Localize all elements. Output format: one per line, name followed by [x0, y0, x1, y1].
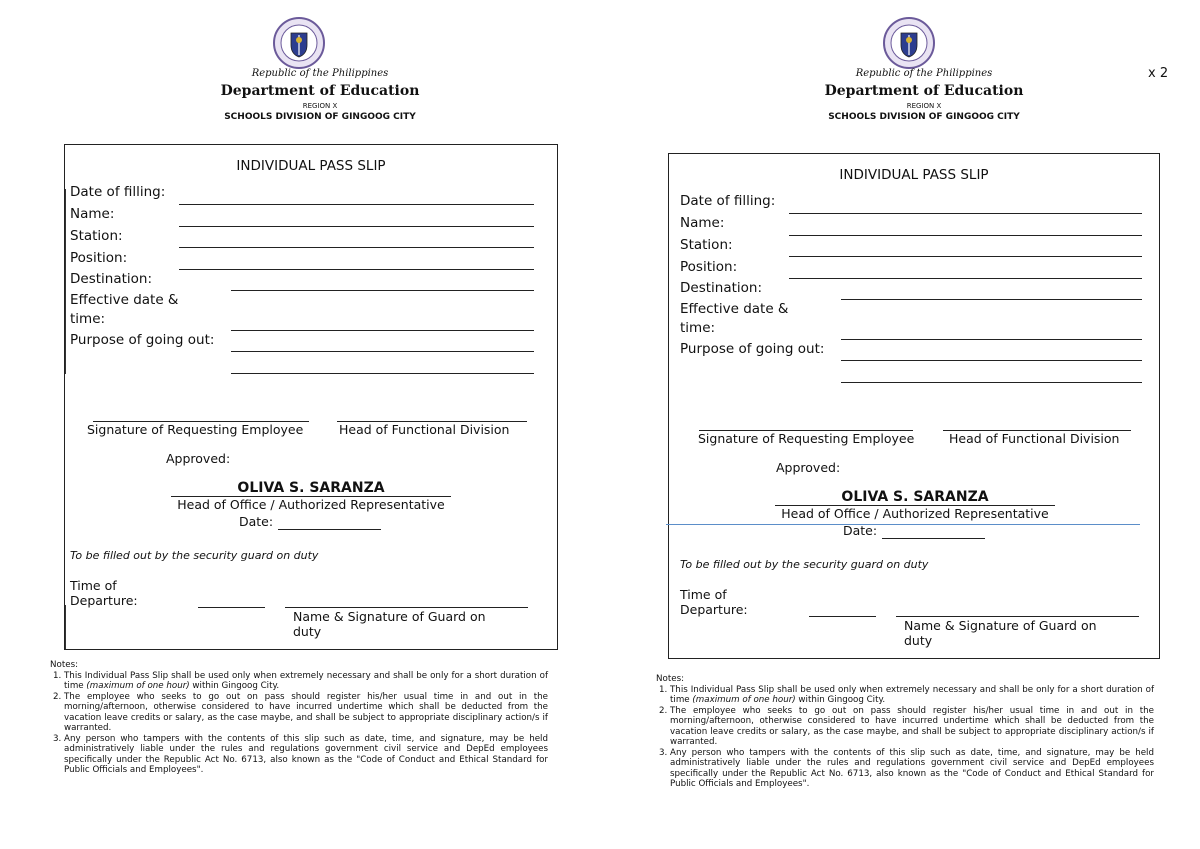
name-label: Name: [70, 206, 115, 222]
note-1-end: within Gingoog City. [189, 681, 280, 691]
division-head-label: Head of Functional Division [949, 431, 1120, 446]
destination-field[interactable] [841, 299, 1142, 300]
destination-field[interactable] [231, 290, 534, 291]
guard-signature-line[interactable] [896, 616, 1139, 617]
station-label: Station: [70, 228, 123, 244]
name-field[interactable] [789, 235, 1142, 236]
notes-section [656, 674, 1154, 790]
form-title: INDIVIDUAL PASS SLIP [839, 167, 989, 183]
bottom-left-rule [65, 605, 66, 649]
note-2: 2. The employee who seeks to go out on pass should register his/her usual time in and out in the morning/afternoon, otherwise considered to have incurred undertime which shall be deducted from the vacation leave credits or salary, as the case maybe, and shall be subject to appropriate disciplinary action/s if warranted. [64, 692, 548, 734]
approved-label: Approved: [166, 451, 231, 466]
approval-date-label: Date: [239, 514, 274, 529]
copies-label: x 2 [1148, 66, 1169, 81]
note-3: 3. Any person who tampers with the contents of this slip such as date, time, and signature, may be held administratively liable under the rules and regulations government civil service and DepEd employees specifically under the Republic Act No. 6713, also known as the "Code of Conduct and Ethical Standard for Public Officials and Employees". [670, 748, 1154, 790]
guard-instruction: To be filled out by the security guard on duty [680, 558, 929, 571]
division-heading: SCHOOLS DIVISION OF GINGOOG CITY [224, 112, 416, 122]
division-head-label: Head of Functional Division [339, 422, 510, 437]
pass-slip-box [64, 144, 558, 650]
pass-slip-left [40, 0, 600, 849]
purpose-field-2[interactable] [231, 373, 534, 374]
destination-label: Destination: [70, 271, 153, 287]
purpose-field-1[interactable] [231, 351, 534, 352]
effective-date-label: Effective date & [680, 301, 789, 317]
guard-signature-label-2: duty [293, 624, 322, 639]
station-field[interactable] [789, 256, 1142, 257]
notes-section [50, 660, 548, 776]
position-field[interactable] [789, 278, 1142, 279]
effective-time-label: time: [680, 320, 716, 336]
position-label: Position: [680, 259, 738, 275]
deped-seal-icon [272, 16, 326, 70]
pass-slip-box [668, 153, 1160, 659]
time-departure-field[interactable] [198, 607, 265, 608]
republic-heading: Republic of the Philippines [855, 68, 993, 79]
date-filing-label: Date of filling: [680, 193, 776, 209]
notes-heading: Notes: [656, 674, 685, 684]
note-3: 3. Any person who tampers with the contents of this slip such as date, time, and signature, may be held administratively liable under the rules and regulations government civil service and DepEd employees specifically under the Republic Act No. 6713, also known as the "Code of Conduct and Ethical Standard for Public Officials and Employees". [64, 734, 548, 776]
pass-slip-right [650, 0, 1200, 849]
effective-date-field[interactable] [841, 339, 1142, 340]
approver-title: Head of Office / Authorized Representative [781, 506, 1049, 521]
guard-signature-label-1: Name & Signature of Guard on [904, 618, 1097, 633]
purpose-field-2[interactable] [841, 382, 1142, 383]
time-departure-field[interactable] [809, 616, 876, 617]
note-1 [64, 671, 548, 692]
time-departure-label-1: Time of [70, 578, 117, 593]
region-heading: REGION X [906, 102, 942, 110]
time-departure-label-2: Departure: [70, 593, 138, 608]
purpose-label: Purpose of going out: [680, 341, 825, 357]
approval-date-label: Date: [843, 523, 878, 538]
deped-seal-icon [882, 16, 936, 70]
form-title: INDIVIDUAL PASS SLIP [236, 158, 386, 174]
guard-instruction: To be filled out by the security guard on duty [70, 549, 319, 562]
time-departure-label-1: Time of [680, 587, 727, 602]
blue-guide-line [666, 524, 1140, 525]
station-label: Station: [680, 237, 733, 253]
effective-time-label: time: [70, 311, 106, 327]
department-heading: Department of Education [220, 83, 420, 99]
note-1-emphasis: (maximum of one hour) [692, 695, 796, 705]
note-2: 2. The employee who seeks to go out on pass should register his/her usual time in and out in the morning/afternoon, otherwise considered to have incurred undertime which shall be deducted from the vacation leave credits or salary, as the case maybe, and shall be subject to appropriate disciplinary action/s if warranted. [670, 706, 1154, 748]
approved-label: Approved: [776, 460, 841, 475]
position-field[interactable] [179, 269, 534, 270]
name-label: Name: [680, 215, 725, 231]
region-heading: REGION X [302, 102, 338, 110]
employee-signature-label: Signature of Requesting Employee [87, 422, 304, 437]
republic-heading: Republic of the Philippines [251, 68, 389, 79]
position-label: Position: [70, 250, 128, 266]
station-field[interactable] [179, 247, 534, 248]
employee-signature-label: Signature of Requesting Employee [698, 431, 915, 446]
note-1-text: This Individual Pass Slip shall be used only when extremely necessary and shall be only for a short duration of time [64, 670, 548, 691]
destination-label: Destination: [680, 280, 763, 296]
approval-date-field[interactable] [882, 538, 985, 539]
effective-date-field[interactable] [231, 330, 534, 331]
approver-name: OLIVA S. SARANZA [841, 489, 989, 505]
department-heading: Department of Education [824, 83, 1024, 99]
note-1-end: within Gingoog City. [795, 695, 886, 705]
notes-heading: Notes: [50, 660, 79, 670]
approver-name: OLIVA S. SARANZA [237, 480, 385, 496]
time-departure-label-2: Departure: [680, 602, 748, 617]
approver-title: Head of Office / Authorized Representative [177, 497, 445, 512]
guard-signature-label-1: Name & Signature of Guard on [293, 609, 486, 624]
purpose-field-1[interactable] [841, 360, 1142, 361]
name-field[interactable] [179, 226, 534, 227]
division-heading: SCHOOLS DIVISION OF GINGOOG CITY [828, 112, 1020, 122]
effective-date-label: Effective date & [70, 292, 179, 308]
approval-date-field[interactable] [278, 529, 381, 530]
purpose-label: Purpose of going out: [70, 332, 215, 348]
date-filing-label: Date of filling: [70, 184, 166, 200]
date-filing-field[interactable] [179, 204, 534, 205]
date-filing-field[interactable] [789, 213, 1142, 214]
guard-signature-line[interactable] [285, 607, 528, 608]
note-1 [670, 685, 1154, 706]
note-1-emphasis: (maximum of one hour) [86, 681, 190, 691]
note-1-text: This Individual Pass Slip shall be used only when extremely necessary and shall be only for a short duration of time [670, 684, 1154, 705]
guard-signature-label-2: duty [904, 633, 933, 648]
left-margin-rule [65, 189, 66, 374]
